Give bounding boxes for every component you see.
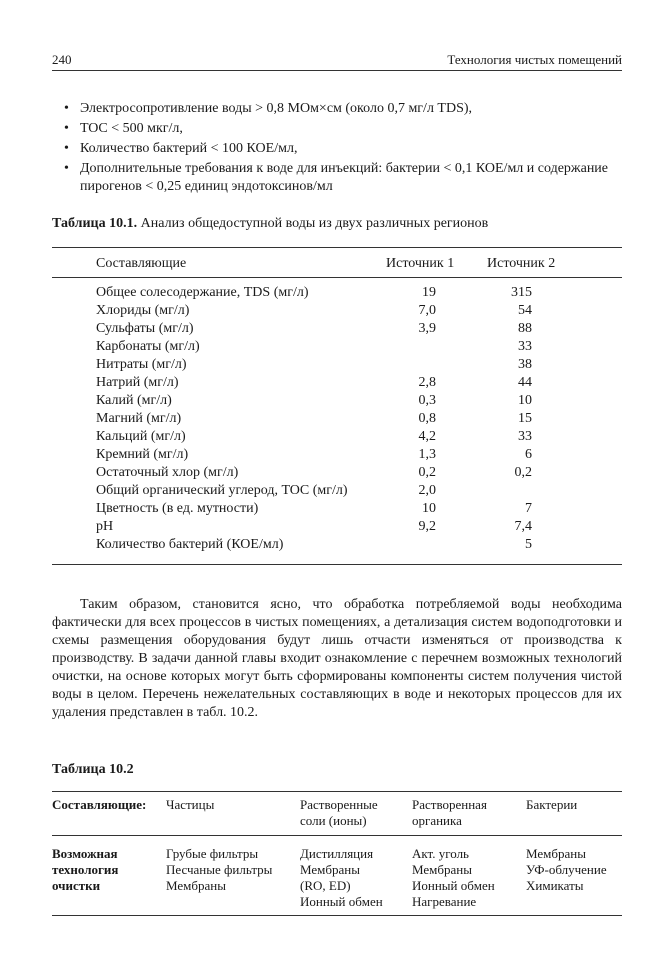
table-cell-source1: 0,3 [418, 393, 436, 408]
table-cell-component: Количество бактерий (КОЕ/мл) [96, 537, 284, 552]
table-cell-source2: 15 [518, 411, 532, 426]
table-cell-source1: 0,2 [418, 465, 436, 480]
table-cell-source2: 0,2 [514, 465, 532, 480]
table1-header-component: Составляющие [96, 256, 187, 271]
running-title: Технология чистых помещений [447, 52, 622, 67]
table-cell-component: Калий (мг/л) [96, 393, 172, 408]
table-cell-source2: 54 [518, 303, 532, 318]
table-cell-source1: 19 [422, 285, 436, 300]
list-item: • Электросопротивление воды > 0,8 МОм×см (около 0,7 мг/л TDS), [60, 100, 620, 118]
table-cell-source1: 0,8 [418, 411, 436, 426]
table2-row-label: Возможная технология очистки [52, 846, 119, 893]
table2-header-salts: Растворенные соли (ионы) [300, 797, 378, 828]
table-cell-component: Общее солесодержание, TDS (мг/л) [96, 285, 309, 300]
table-cell-source1: 10 [422, 501, 436, 516]
table2-header-organics: Растворенная органика [412, 797, 487, 828]
table-cell-component: pH [96, 519, 114, 534]
table-cell-component: Цветность (в ед. мутности) [96, 501, 259, 516]
table-cell-source1: 4,2 [418, 429, 436, 444]
table2-header-bacteria: Бактерии [526, 797, 578, 812]
table1-header-rule [52, 277, 622, 278]
table-row [0, 537, 659, 555]
table-cell-component: Кальций (мг/л) [96, 429, 186, 444]
table-cell-source2: 7 [525, 501, 532, 516]
running-header [52, 50, 622, 71]
table-row [0, 483, 659, 501]
table-cell-source2: 33 [518, 339, 532, 354]
table-row [0, 465, 659, 483]
table-row [0, 339, 659, 357]
table-cell-source1: 1,3 [418, 447, 436, 462]
list-item: • Количество бактерий < 100 КОЕ/мл, [60, 140, 620, 158]
table-cell-source1: 7,0 [418, 303, 436, 318]
page-number: 240 [52, 52, 72, 67]
table-cell-source1: 2,0 [418, 483, 436, 498]
table-cell-source2: 315 [511, 285, 532, 300]
table-row [0, 429, 659, 447]
table-row [0, 375, 659, 393]
table2-caption: Таблица 10.2 [52, 762, 134, 777]
table-cell-source1: 9,2 [418, 519, 436, 534]
table-cell-component: Кремний (мг/л) [96, 447, 189, 462]
table1-header-source1: Источник 1 [386, 256, 455, 271]
table-row [0, 357, 659, 375]
table2-cell-particles: Грубые фильтры Песчаные фильтры Мембраны [166, 846, 273, 893]
table-cell-source2: 10 [518, 393, 532, 408]
table2-header-components: Составляющие: [52, 797, 147, 812]
table2-bottom-rule [52, 915, 622, 916]
table-row [0, 393, 659, 411]
table-cell-source2: 7,4 [514, 519, 532, 534]
table-cell-component: Карбонаты (мг/л) [96, 339, 200, 354]
requirements-list [60, 100, 620, 198]
table-cell-component: Натрий (мг/л) [96, 375, 179, 390]
table2-cell-organics: Акт. уголь Мембраны Ионный обмен Нагревание [412, 846, 495, 909]
table2-cell-bacteria: Мембраны УФ-облучение Химикаты [526, 846, 607, 893]
table-row [0, 447, 659, 465]
table1-caption-label: Таблица 10.1. [52, 216, 138, 231]
table1-top-rule [52, 247, 622, 248]
table-cell-source1: 2,8 [418, 375, 436, 390]
table-cell-source2: 5 [525, 537, 532, 552]
table-cell-source2: 88 [518, 321, 532, 336]
table2-top-rule [52, 791, 622, 792]
table-cell-source2: 33 [518, 429, 532, 444]
table1-header-source2: Источник 2 [487, 256, 556, 271]
table-cell-component: Нитраты (мг/л) [96, 357, 187, 372]
table1-caption-text: Анализ общедоступной воды из двух различных регионов [137, 216, 489, 231]
table-row [0, 519, 659, 537]
table-row [0, 303, 659, 321]
table-cell-source2: 38 [518, 357, 532, 372]
table-cell-component: Общий органический углерод, TOC (мг/л) [96, 483, 348, 498]
table-row [0, 321, 659, 339]
table-cell-source2: 44 [518, 375, 532, 390]
table1-body [0, 285, 659, 555]
list-item: • TOC < 500 мкг/л, [60, 120, 620, 138]
table-row [0, 285, 659, 303]
table-cell-source1: 3,9 [418, 321, 436, 336]
table2-cell-salts: Дистилляция Мембраны (RO, ED) Ионный обмен [300, 846, 383, 909]
table-cell-component: Сульфаты (мг/л) [96, 321, 194, 336]
table-cell-source2: 6 [525, 447, 532, 462]
table-cell-component: Остаточный хлор (мг/л) [96, 465, 239, 480]
table2-header-rule [52, 835, 622, 836]
list-item: • Дополнительные требования к воде для инъекций: бактерии < 0,1 КОЕ/мл и содержание пирогенов < 0,25 единиц эндотоксинов/мл [60, 160, 620, 196]
table1-bottom-rule [52, 564, 622, 565]
table2-header-particles: Частицы [166, 797, 215, 812]
table-row [0, 501, 659, 519]
table-row [0, 411, 659, 429]
body-paragraph: Таким образом, становится ясно, что обработка потребляемой воды необходима фактически для всех процессов в чистых помещениях, а детализация систем водоподготовки и схемы размещения оборудования будут лишь отчасти изменяться от производства к производству. В задачи данной главы входит ознакомление с перечнем возможных технологий очистки, на основе которых могут быть сформированы компоненты систем получения чистой воды в целом. Перечень нежелательных составляющих в воде и некоторых процессов для их удаления представлен в табл. 10.2. [52, 597, 622, 720]
table1-caption [52, 216, 488, 232]
table-cell-component: Магний (мг/л) [96, 411, 182, 426]
table-cell-component: Хлориды (мг/л) [96, 303, 190, 318]
